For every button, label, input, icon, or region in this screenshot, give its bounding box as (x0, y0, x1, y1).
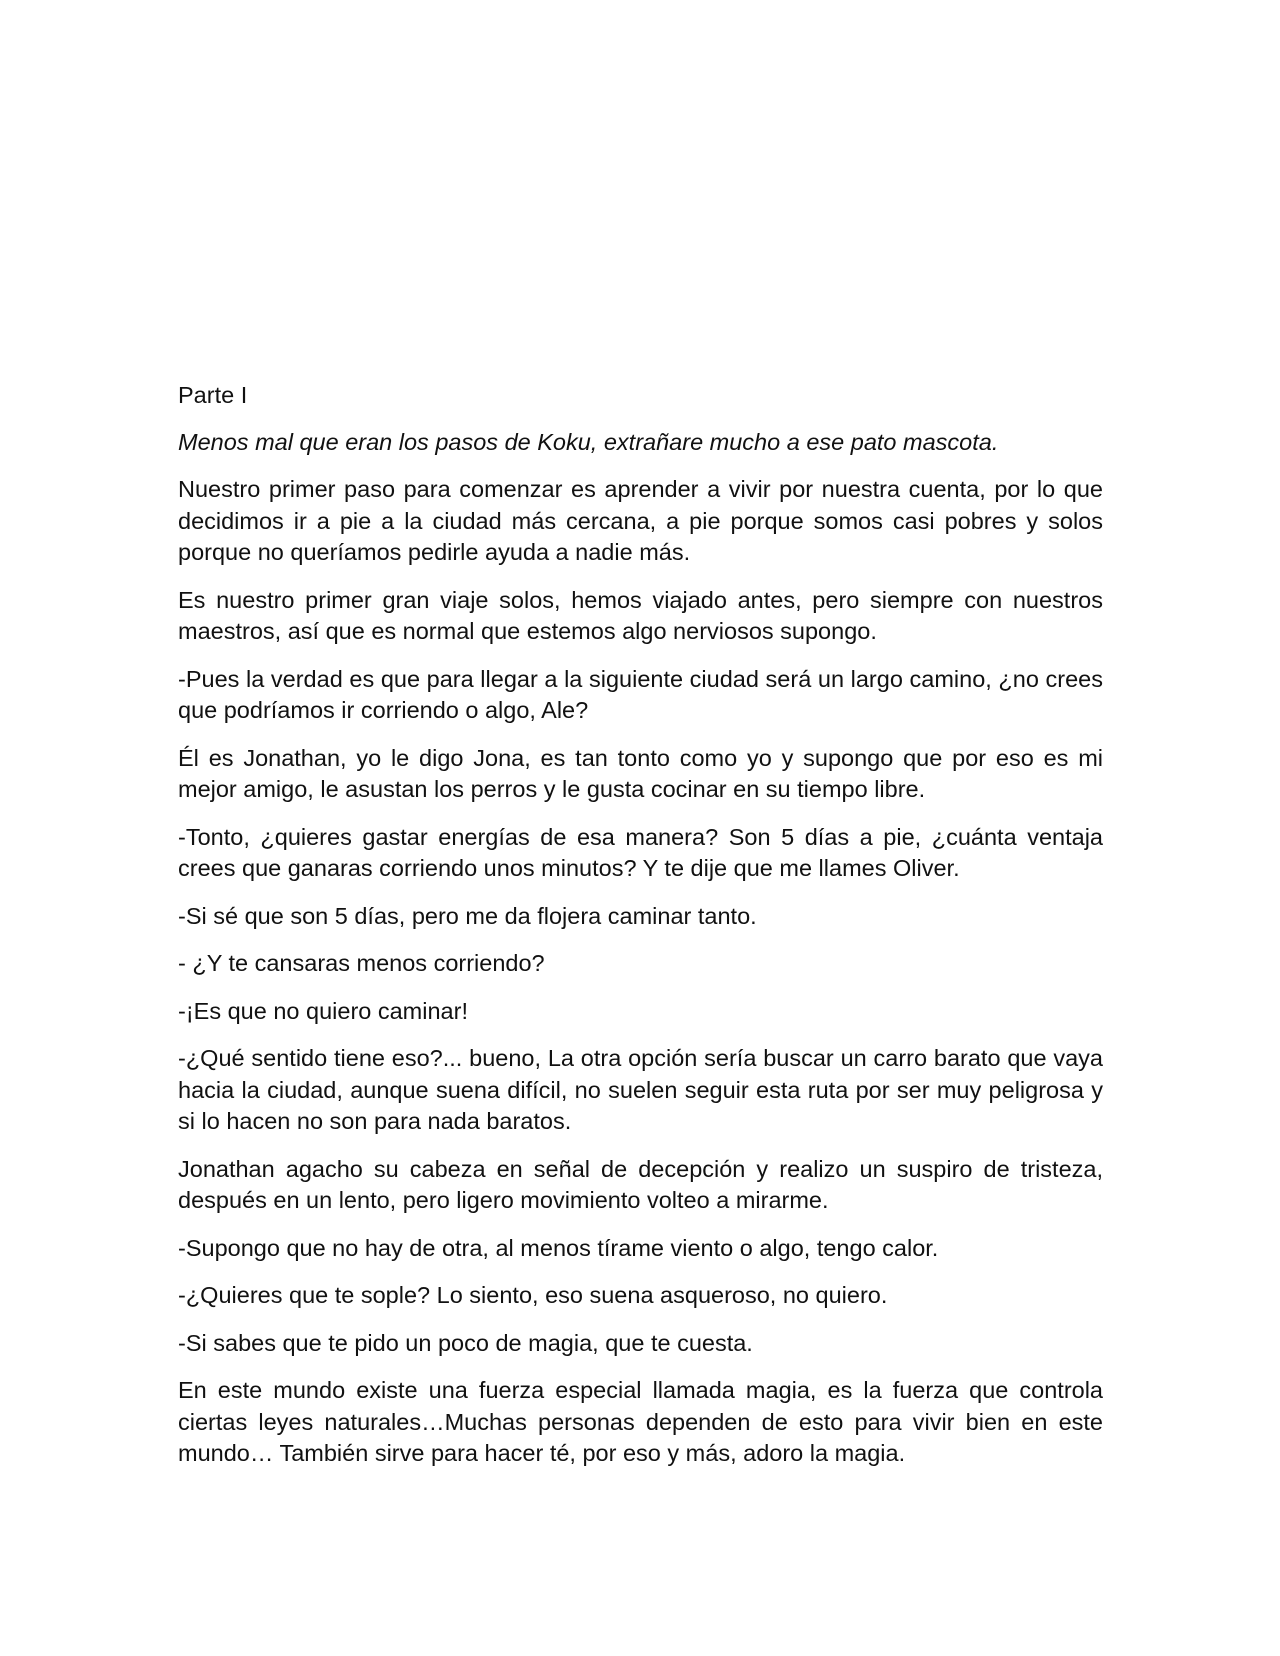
paragraph: Jonathan agacho su cabeza en señal de decepción y realizo un suspiro de tristeza, después en un lento, pero ligero movimiento volteo a mirarme. (178, 1155, 1103, 1213)
paragraph: -¿Quieres que te sople? Lo siento, eso suena asqueroso, no quiero. (178, 1282, 888, 1308)
paragraph: -Tonto, ¿quieres gastar energías de esa manera? Son 5 días a pie, ¿cuánta ventaja crees que ganaras corriendo unos minutos? Y te dije que me llames Oliver. (178, 823, 1103, 881)
paragraph: -¡Es que no quiero caminar! (178, 997, 468, 1024)
paragraph: -Si sabes que te pido un poco de magia, que te cuesta. (178, 1329, 753, 1356)
paragraph: Nuestro primer paso para comenzar es aprender a vivir por nuestra cuenta, por lo que decidimos ir a pie a la ciudad más cercana, a pie porque somos casi pobres y solos porque no queríamos pedirle ayuda a nadie más. (178, 476, 1103, 565)
section-heading: Parte I (178, 382, 248, 408)
paragraph: Él es Jonathan, yo le digo Jona, es tan tonto como yo y supongo que por eso es mi mejor amigo, le asustan los perros y le gusta cocinar en su tiempo libre. (178, 744, 1103, 802)
document-body (178, 380, 1103, 1486)
paragraph: -Si sé que son 5 días, pero me da flojera caminar tanto. (178, 902, 757, 929)
epigraph: Menos mal que eran los pasos de Koku, extrañare mucho a ese pato mascota. (178, 428, 999, 455)
paragraph: Es nuestro primer gran viaje solos, hemos viajado antes, pero siempre con nuestros maestros, así que es normal que estemos algo nerviosos supongo. (178, 586, 1103, 644)
paragraph: -¿Qué sentido tiene eso?... bueno, La otra opción sería buscar un carro barato que vaya hacia la ciudad, aunque suena difícil, no suelen seguir esta ruta por ser muy peligrosa y si lo hacen no son para nada baratos. (178, 1045, 1103, 1134)
paragraph: -Pues la verdad es que para llegar a la siguiente ciudad será un largo camino, ¿no crees que podríamos ir corriendo o algo, Ale? (178, 665, 1103, 723)
paragraph: En este mundo existe una fuerza especial llamada magia, es la fuerza que controla ciertas leyes naturales…Muchas personas dependen de esto para vivir bien en este mundo… También sirve para hacer té, por eso y más, adoro la magia. (178, 1377, 1103, 1466)
paragraph: - ¿Y te cansaras menos corriendo? (178, 950, 545, 976)
paragraph: -Supongo que no hay de otra, al menos tírame viento o algo, tengo calor. (178, 1234, 939, 1261)
